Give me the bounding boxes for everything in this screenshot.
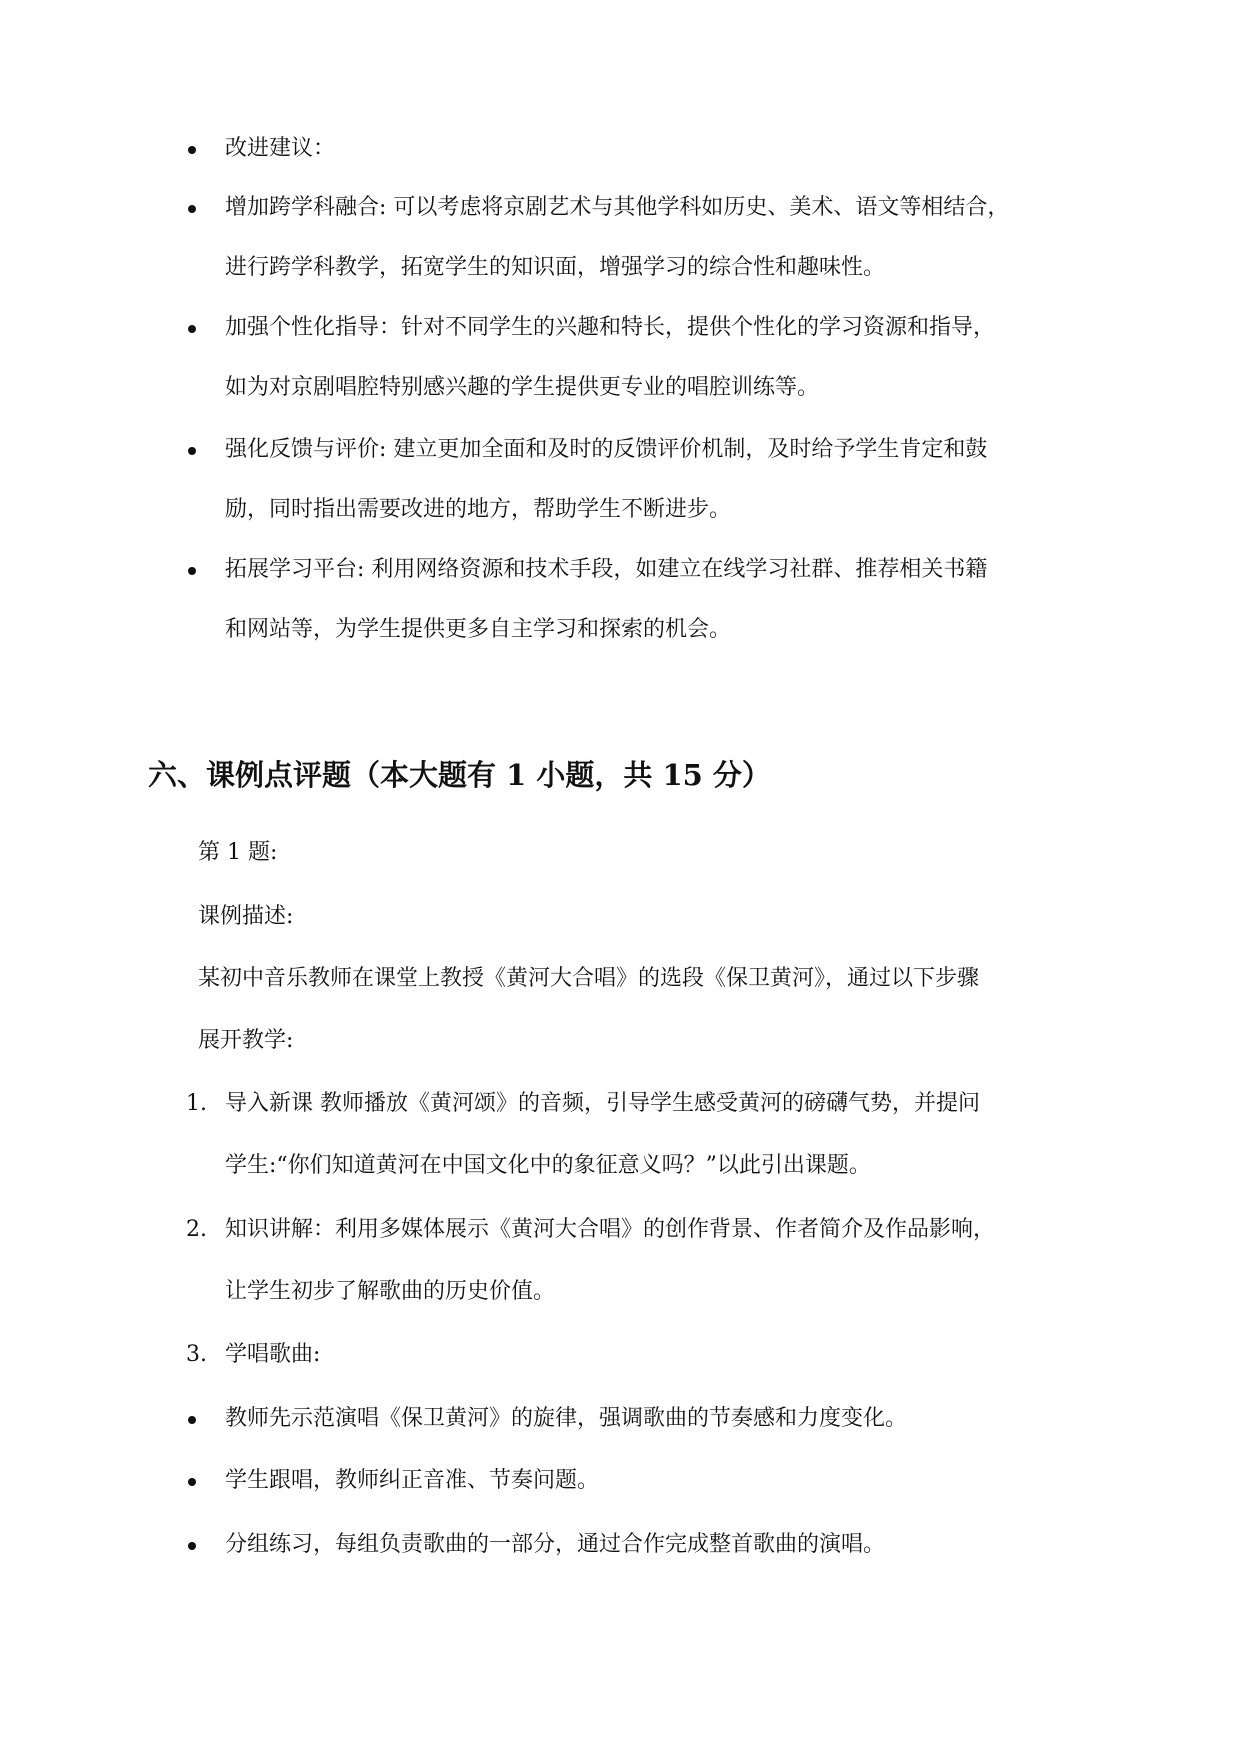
step-number: 3.: [186, 1342, 207, 1367]
step-text-line1: 学唱歌曲:: [225, 1342, 321, 1367]
improvement-heading: 改进建议：: [225, 136, 336, 161]
bullet-dot-icon: [188, 1416, 196, 1424]
bullet-text-line2: 和网站等，为学生提供更多自主学习和探索的机会。: [225, 617, 732, 642]
description-label: 课例描述:: [198, 904, 294, 929]
bullet-text-line1: 增加跨学科融合: 可以考虑将京剧艺术与其他学科如历史、美术、语文等相结合，: [225, 195, 1010, 220]
intro-line2: 展开教学:: [198, 1028, 294, 1053]
step-text-line1: 导入新课 教师播放《黄河颂》的音频，引导学生感受黄河的磅礴气势，并提问: [225, 1091, 980, 1116]
sub-bullet-text: 学生跟唱，教师纠正音准、节奏问题。: [225, 1468, 600, 1493]
bullet-text-line1: 拓展学习平台: 利用网络资源和技术手段，如建立在线学习社群、推荐相关书籍: [225, 557, 988, 582]
bullet-dot-icon: [188, 447, 196, 455]
bullet-dot-icon: [188, 146, 196, 154]
sub-bullet-text: 教师先示范演唱《保卫黄河》的旋律，强调歌曲的节奏感和力度变化。: [225, 1406, 908, 1431]
bullet-text-line1: 强化反馈与评价: 建立更加全面和及时的反馈评价机制，及时给予学生肯定和鼓: [225, 437, 988, 462]
section-title: 六、课例点评题（本大题有 1 小题，共 15 分）: [148, 758, 771, 792]
bullet-dot-icon: [188, 205, 196, 213]
step-number: 1.: [186, 1091, 207, 1116]
bullet-dot-icon: [188, 1478, 196, 1486]
bullet-text-line1: 加强个性化指导：针对不同学生的兴趣和特长，提供个性化的学习资源和指导，: [225, 315, 996, 340]
bullet-text-line2: 进行跨学科教学，拓宽学生的知识面，增强学习的综合性和趣味性。: [225, 255, 886, 280]
sub-bullet-text: 分组练习，每组负责歌曲的一部分，通过合作完成整首歌曲的演唱。: [225, 1532, 886, 1557]
step-text-line2: 让学生初步了解歌曲的历史价值。: [225, 1279, 556, 1304]
bullet-dot-icon: [188, 1542, 196, 1550]
step-text-line1: 知识讲解：利用多媒体展示《黄河大合唱》的创作背景、作者简介及作品影响，: [225, 1217, 996, 1242]
step-text-line2: 学生:“你们知道黄河在中国文化中的象征意义吗？”以此引出课题。: [225, 1153, 871, 1178]
bullet-text-line2: 励，同时指出需要改进的地方，帮助学生不断进步。: [225, 497, 732, 522]
bullet-dot-icon: [188, 567, 196, 575]
bullet-dot-icon: [188, 325, 196, 333]
bullet-text-line2: 如为对京剧唱腔特别感兴趣的学生提供更专业的唱腔训练等。: [225, 375, 820, 400]
question-label: 第 1 题:: [198, 840, 278, 865]
step-number: 2.: [186, 1217, 207, 1242]
intro-line1: 某初中音乐教师在课堂上教授《黄河大合唱》的选段《保卫黄河》，通过以下步骤: [198, 966, 980, 991]
